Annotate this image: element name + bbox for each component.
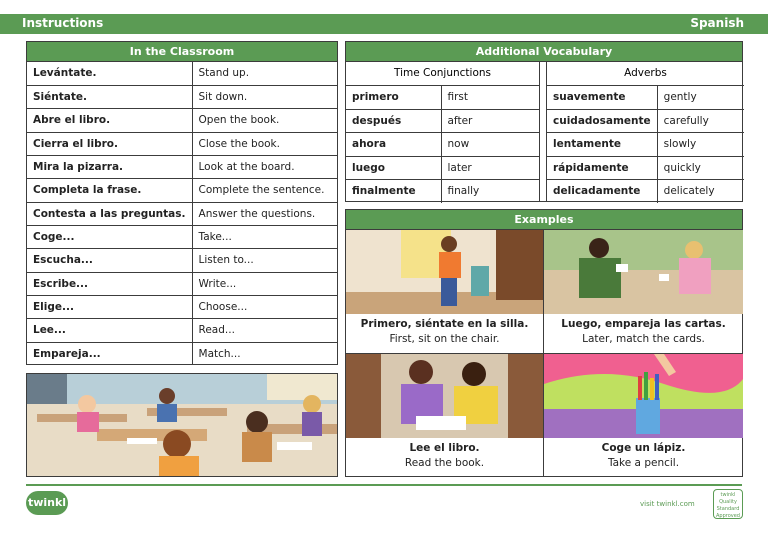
- adverb-row: [547, 109, 744, 132]
- classroom-row: [27, 202, 337, 225]
- example-1-english: First, sit on the chair.: [389, 333, 500, 345]
- classroom-spanish: Escucha...: [27, 249, 192, 272]
- time-conjunction-row: [346, 133, 539, 156]
- adverb-spanish: suavemente: [547, 86, 657, 109]
- footer-divider: [26, 484, 742, 486]
- example-image-match-cards: [544, 230, 743, 314]
- twinkl-logo[interactable]: twinkl: [26, 491, 68, 515]
- example-caption-3: [346, 442, 543, 469]
- classroom-english: Answer the questions.: [192, 202, 337, 225]
- classroom-spanish: Elige...: [27, 295, 192, 318]
- examples-panel: [345, 209, 743, 477]
- adverb-spanish: cuidadosamente: [547, 109, 657, 132]
- time-conjunction-row: [346, 109, 539, 132]
- classroom-row: [27, 249, 337, 272]
- classroom-panel: [26, 41, 338, 365]
- time-conjunction-spanish: después: [346, 109, 441, 132]
- classroom-spanish: Cierra el libro.: [27, 132, 192, 155]
- header-language: Spanish: [690, 16, 744, 30]
- adverb-english: delicately: [657, 179, 744, 202]
- classroom-spanish: Abre el libro.: [27, 109, 192, 132]
- classroom-english: Close the book.: [192, 132, 337, 155]
- time-conjunctions-table: [346, 62, 540, 202]
- example-2-spanish: Luego, empareja las cartas.: [561, 318, 726, 330]
- classroom-english: Write...: [192, 272, 337, 295]
- adverbs-table: [546, 62, 744, 202]
- adverb-english: gently: [657, 86, 744, 109]
- adverb-english: carefully: [657, 109, 744, 132]
- visit-link[interactable]: visit twinkl.com: [640, 500, 695, 508]
- examples-title: Examples: [346, 210, 742, 230]
- example-3-spanish: Lee el libro.: [409, 442, 480, 454]
- classroom-row: [27, 155, 337, 178]
- classroom-spanish: Siéntate.: [27, 85, 192, 108]
- classroom-row: [27, 342, 337, 365]
- example-caption-4: [544, 442, 743, 469]
- adverb-spanish: lentamente: [547, 133, 657, 156]
- example-3-english: Read the book.: [404, 457, 485, 469]
- time-conjunction-row: [346, 156, 539, 179]
- example-image-take-pencil: [544, 354, 743, 438]
- classroom-spanish: Empareja...: [27, 342, 192, 365]
- classroom-row: [27, 109, 337, 132]
- time-conjunction-spanish: finalmente: [346, 179, 441, 202]
- classroom-illustration: [26, 373, 338, 477]
- adverb-english: quickly: [657, 156, 744, 179]
- classroom-english: Choose...: [192, 295, 337, 318]
- time-conjunction-row: [346, 86, 539, 109]
- time-conjunction-english: now: [441, 133, 539, 156]
- classroom-english: Take...: [192, 225, 337, 248]
- example-caption-2: [544, 318, 743, 345]
- adverb-english: slowly: [657, 133, 744, 156]
- time-conjunction-english: after: [441, 109, 539, 132]
- classroom-english: Stand up.: [192, 62, 337, 85]
- example-4-spanish: Coge un lápiz.: [601, 442, 686, 454]
- classroom-english: Sit down.: [192, 85, 337, 108]
- classroom-english: Listen to...: [192, 249, 337, 272]
- time-conjunction-english: later: [441, 156, 539, 179]
- classroom-row: [27, 295, 337, 318]
- example-1-spanish: Primero, siéntate en la silla.: [360, 318, 529, 330]
- classroom-spanish: Coge...: [27, 225, 192, 248]
- quality-standard-badge: twinkl Quality Standard Approved: [713, 489, 743, 519]
- classroom-row: [27, 132, 337, 155]
- adverb-spanish: rápidamente: [547, 156, 657, 179]
- classroom-spanish: Completa la frase.: [27, 179, 192, 202]
- example-2-english: Later, match the cards.: [582, 333, 705, 345]
- adverb-row: [547, 86, 744, 109]
- example-4-english: Take a pencil.: [607, 457, 680, 469]
- classroom-spanish: Levántate.: [27, 62, 192, 85]
- classroom-row: [27, 319, 337, 342]
- vocabulary-title: Additional Vocabulary: [346, 42, 742, 62]
- example-image-read-book: [346, 354, 543, 438]
- classroom-row: [27, 62, 337, 85]
- example-image-sit-on-chair: [346, 230, 543, 314]
- classroom-row: [27, 85, 337, 108]
- adverb-spanish: delicadamente: [547, 179, 657, 202]
- classroom-title: In the Classroom: [27, 42, 337, 62]
- example-caption-1: [346, 318, 543, 345]
- classroom-row: [27, 225, 337, 248]
- time-conjunction-row: [346, 179, 539, 202]
- classroom-english: Match...: [192, 342, 337, 365]
- time-conjunctions-title: Time Conjunctions: [346, 62, 539, 86]
- time-conjunction-english: finally: [441, 179, 539, 202]
- classroom-spanish: Lee...: [27, 319, 192, 342]
- adverb-row: [547, 133, 744, 156]
- classroom-spanish: Escribe...: [27, 272, 192, 295]
- time-conjunction-spanish: primero: [346, 86, 441, 109]
- classroom-spanish: Mira la pizarra.: [27, 155, 192, 178]
- time-conjunction-spanish: ahora: [346, 133, 441, 156]
- classroom-spanish: Contesta a las preguntas.: [27, 202, 192, 225]
- header-title: Instructions: [22, 16, 104, 30]
- classroom-row: [27, 272, 337, 295]
- adverbs-title: Adverbs: [547, 62, 744, 86]
- classroom-table: [27, 62, 337, 365]
- classroom-english: Open the book.: [192, 109, 337, 132]
- classroom-english: Complete the sentence.: [192, 179, 337, 202]
- adverb-row: [547, 179, 744, 202]
- top-header-bar: [0, 14, 768, 34]
- adverb-row: [547, 156, 744, 179]
- time-conjunction-english: first: [441, 86, 539, 109]
- classroom-row: [27, 179, 337, 202]
- vocabulary-panel: [345, 41, 743, 202]
- time-conjunction-spanish: luego: [346, 156, 441, 179]
- classroom-english: Look at the board.: [192, 155, 337, 178]
- classroom-english: Read...: [192, 319, 337, 342]
